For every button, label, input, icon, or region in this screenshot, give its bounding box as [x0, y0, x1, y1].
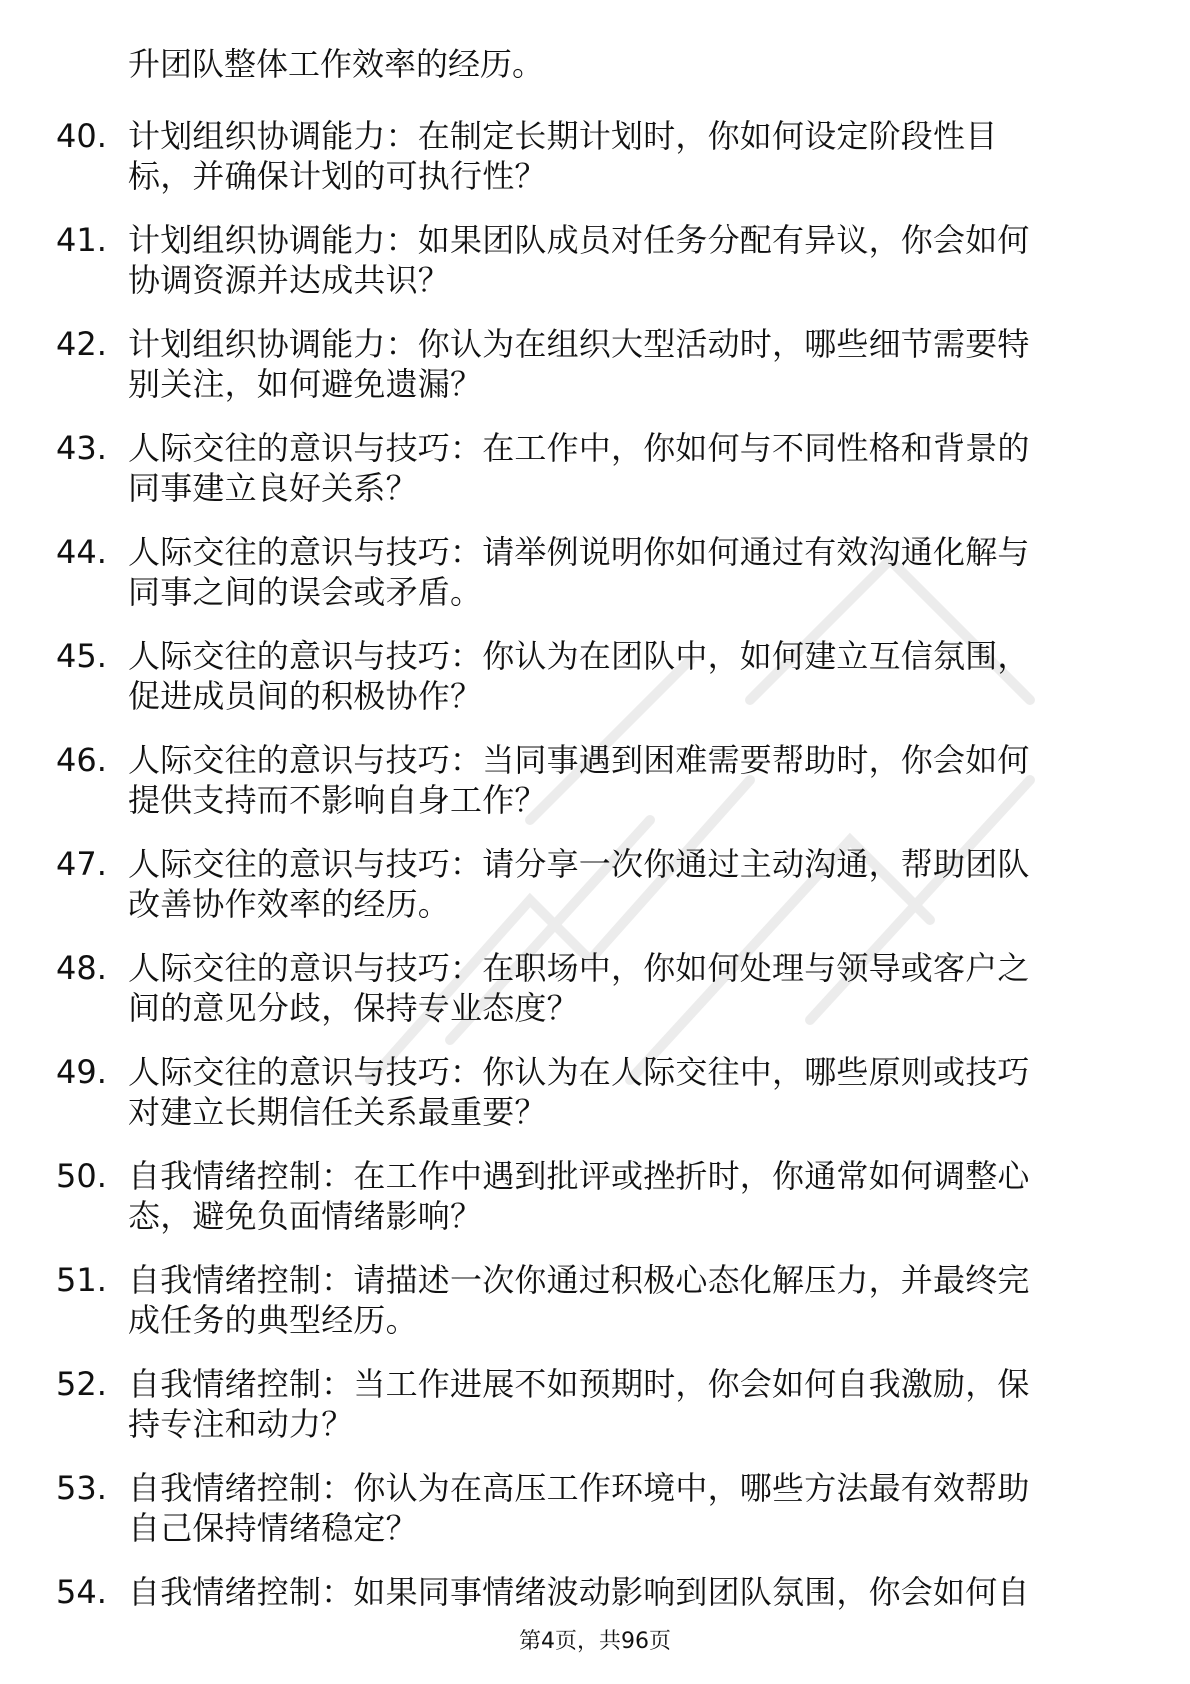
question-item	[0, 844, 1190, 948]
question-line: 人际交往的意识与技巧：你认为在团队中，如何建立互信氛围，	[128, 637, 1030, 675]
question-line: 计划组织协调能力：如果团队成员对任务分配有异议，你会如何	[128, 221, 1030, 259]
question-number: 41.	[56, 221, 107, 259]
question-text	[128, 1468, 1108, 1548]
question-number: 54.	[56, 1573, 107, 1611]
page-footer: 第4页，共96页	[519, 1629, 671, 1654]
question-line: 同事建立良好关系？	[128, 469, 418, 507]
question-item	[0, 428, 1190, 532]
question-item	[0, 1364, 1190, 1468]
question-text	[128, 1572, 1108, 1612]
question-item	[0, 116, 1190, 220]
question-item	[0, 1052, 1190, 1156]
question-number: 42.	[56, 325, 107, 363]
question-line: 成任务的典型经历。	[128, 1301, 418, 1339]
question-line: 态，避免负面情绪影响？	[128, 1197, 483, 1235]
question-item	[0, 636, 1190, 740]
question-number: 53.	[56, 1469, 107, 1507]
question-number: 44.	[56, 533, 107, 571]
question-number: 40.	[56, 117, 107, 155]
question-line: 人际交往的意识与技巧：在工作中，你如何与不同性格和背景的	[128, 429, 1030, 467]
question-number: 49.	[56, 1053, 107, 1091]
question-line: 人际交往的意识与技巧：当同事遇到困难需要帮助时，你会如何	[128, 741, 1030, 779]
question-text	[128, 948, 1108, 1028]
question-line: 计划组织协调能力：你认为在组织大型活动时，哪些细节需要特	[128, 325, 1030, 363]
question-text	[128, 1260, 1108, 1340]
question-item	[0, 948, 1190, 1052]
question-line: 自我情绪控制：如果同事情绪波动影响到团队氛围，你会如何自	[128, 1573, 1030, 1611]
question-number: 50.	[56, 1157, 107, 1195]
question-text	[128, 1364, 1108, 1444]
question-line: 提供支持而不影响自身工作？	[128, 781, 547, 819]
question-text	[128, 324, 1108, 404]
question-line: 对建立长期信任关系最重要？	[128, 1093, 547, 1131]
question-line: 别关注，如何避免遗漏？	[128, 365, 483, 403]
question-item	[0, 220, 1190, 324]
question-line: 持专注和动力？	[128, 1405, 354, 1443]
question-line: 自我情绪控制：你认为在高压工作环境中，哪些方法最有效帮助	[128, 1469, 1030, 1507]
question-line: 自我情绪控制：当工作进展不如预期时，你会如何自我激励，保	[128, 1365, 1030, 1403]
question-text	[128, 532, 1108, 612]
question-line: 协调资源并达成共识？	[128, 261, 451, 299]
question-item	[0, 740, 1190, 844]
question-text	[128, 220, 1108, 300]
question-line: 自我情绪控制：在工作中遇到批评或挫折时，你通常如何调整心	[128, 1157, 1030, 1195]
question-text	[128, 428, 1108, 508]
question-line: 人际交往的意识与技巧：你认为在人际交往中，哪些原则或技巧	[128, 1053, 1030, 1091]
question-line: 自己保持情绪稳定？	[128, 1509, 418, 1547]
question-list	[0, 116, 1190, 1676]
question-number: 45.	[56, 637, 107, 675]
question-item	[0, 1468, 1190, 1572]
question-number: 43.	[56, 429, 107, 467]
question-text	[128, 1156, 1108, 1236]
question-number: 47.	[56, 845, 107, 883]
question-number: 46.	[56, 741, 107, 779]
question-text	[128, 844, 1108, 924]
question-line: 计划组织协调能力：在制定长期计划时，你如何设定阶段性目	[128, 117, 998, 155]
question-number: 48.	[56, 949, 107, 987]
question-item	[0, 324, 1190, 428]
question-text	[128, 636, 1108, 716]
question-text	[128, 116, 1108, 196]
question-item	[0, 1156, 1190, 1260]
question-line: 人际交往的意识与技巧：在职场中，你如何处理与领导或客户之	[128, 949, 1030, 987]
question-text	[128, 740, 1108, 820]
question-line: 同事之间的误会或矛盾。	[128, 573, 483, 611]
question-line: 自我情绪控制：请描述一次你通过积极心态化解压力，并最终完	[128, 1261, 1030, 1299]
question-line: 人际交往的意识与技巧：请分享一次你通过主动沟通，帮助团队	[128, 845, 1030, 883]
question-item	[0, 1260, 1190, 1364]
question-line: 人际交往的意识与技巧：请举例说明你如何通过有效沟通化解与	[128, 533, 1030, 571]
question-line: 间的意见分歧，保持专业态度？	[128, 989, 579, 1027]
question-number: 52.	[56, 1365, 107, 1403]
question-text	[128, 1052, 1108, 1132]
question-item	[0, 1572, 1190, 1676]
question-line: 促进成员间的积极协作？	[128, 677, 483, 715]
question-item	[0, 532, 1190, 636]
question-line: 改善协作效率的经历。	[128, 885, 451, 923]
continuation-line: 升团队整体工作效率的经历。	[128, 45, 545, 83]
question-line: 标，并确保计划的可执行性？	[128, 157, 547, 195]
question-number: 51.	[56, 1261, 107, 1299]
